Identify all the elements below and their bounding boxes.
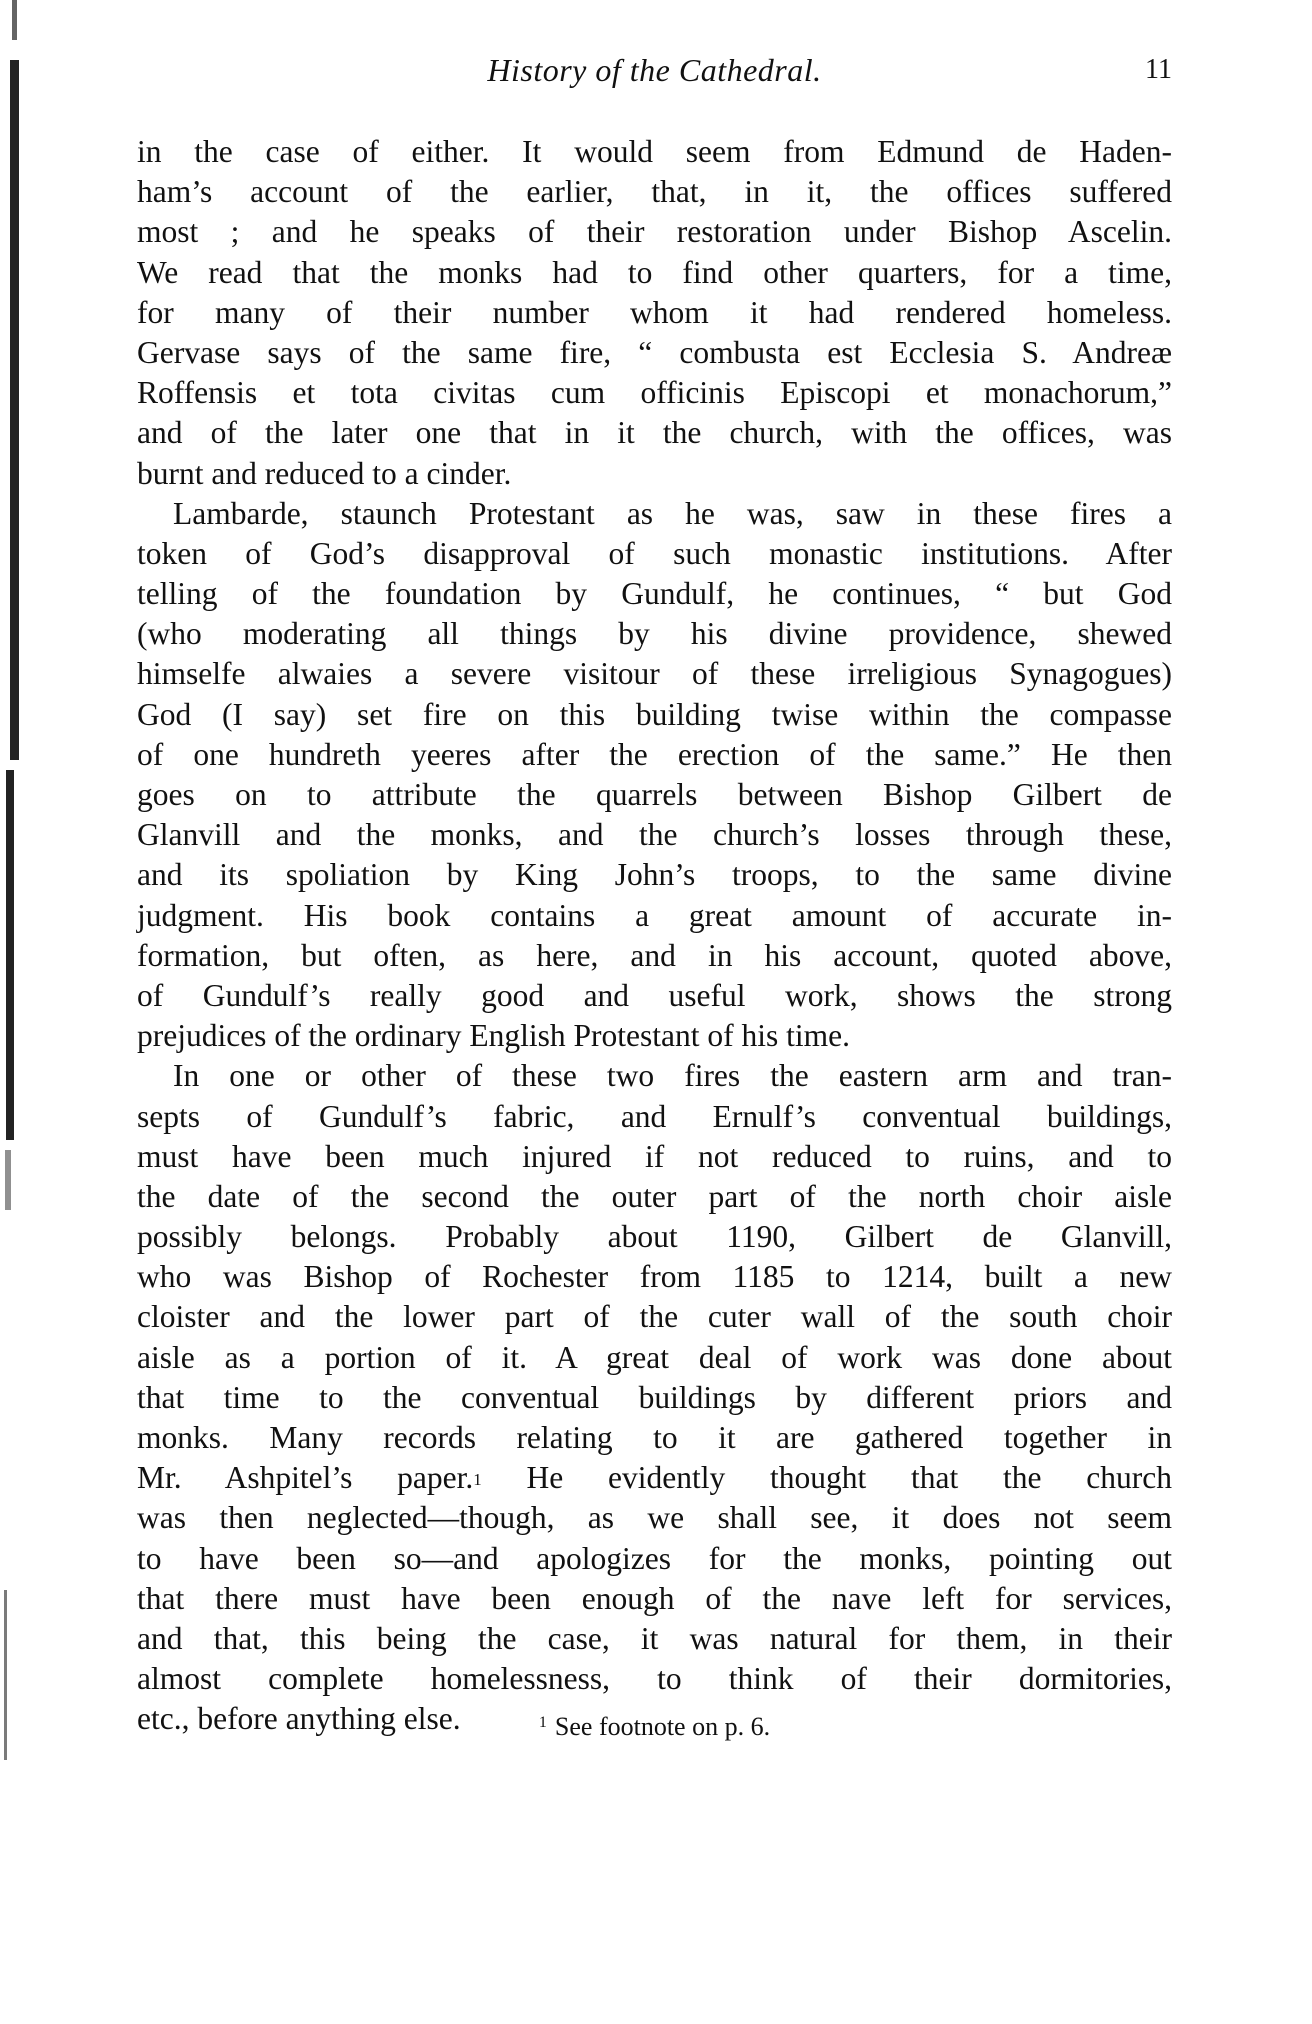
text-line: goes on to attribute the quarrels between Bishop Gilbert de: [137, 777, 1172, 812]
text-line: of Gundulf’s really good and useful work, shows the strong: [137, 977, 1172, 1013]
text-line: for many of their number whom it had rendered homeless.: [137, 294, 1172, 330]
text-line: Lambarde, staunch Protestant as he was, saw in these fires a: [173, 495, 1172, 531]
running-title: History of the Cathedral.: [487, 52, 822, 88]
text-line: to have been so—and apologizes for the monks, pointing out: [137, 1540, 1172, 1576]
scan-binding-shadow: [12, 0, 17, 40]
text-line: possibly belongs. Probably about 1190, Gilbert de Glanvill,: [137, 1219, 1172, 1255]
text-line: God (I say) set fire on this building twise within the compasse: [137, 696, 1172, 732]
paragraph: [137, 132, 1172, 494]
text-line: the date of the second the outer part of the north choir aisle: [137, 1178, 1172, 1214]
scan-binding-shadow: [5, 1150, 11, 1210]
text-line: Roffensis et tota civitas cum officinis Episcopi et monachorum,”: [137, 375, 1172, 411]
paragraph: [137, 1056, 1172, 1739]
text-line: etc., before anything else.: [137, 1701, 461, 1737]
text-line: must have been much injured if not reduced to ruins, and to: [137, 1138, 1172, 1174]
text-line: (who moderating all things by his divine providence, shewed: [137, 616, 1172, 652]
text-line: of one hundreth yeeres after the erection of the same.” He then: [137, 736, 1172, 772]
body-text: [137, 132, 1172, 1740]
text-line: ham’s account of the earlier, that, in it, the offices suffered: [137, 174, 1172, 210]
text-line: septs of Gundulf’s fabric, and Ernulf’s conventual buildings,: [137, 1098, 1172, 1134]
text-line: in the case of either. It would seem from Edmund de Haden-: [137, 134, 1172, 169]
text-line: In one or other of these two fires the eastern arm and tran-: [173, 1058, 1172, 1094]
text-line: that there must have been enough of the nave left for services,: [137, 1580, 1172, 1616]
text-line: Glanvill and the monks, and the church’s losses through these,: [137, 817, 1172, 853]
text-line: almost complete homelessness, to think of their dormitories,: [137, 1661, 1172, 1697]
text-line: most ; and he speaks of their restoration under Bishop Ascelin.: [137, 214, 1172, 250]
text-line: burnt and reduced to a cinder.: [137, 455, 512, 491]
text-line: and of the later one that in it the church, with the offices, was: [137, 415, 1172, 451]
text-line: prejudices of the ordinary English Protestant of his time.: [137, 1018, 850, 1054]
footnote-ref: 1: [473, 1470, 482, 1490]
page-number: 11: [1145, 54, 1172, 85]
text-line: Gervase says of the same fire, “ combusta est Ecclesia S. Andreæ: [137, 334, 1172, 370]
text-line: cloister and the lower part of the cuter wall of the south choir: [137, 1299, 1172, 1335]
paragraph: [137, 494, 1172, 1057]
text-line: was then neglected—though, as we shall see, it does not seem: [137, 1500, 1172, 1536]
text-line: himselfe alwaies a severe visitour of these irreligious Synagogues): [137, 656, 1172, 692]
scan-binding-shadow: [6, 770, 14, 1140]
text-line: telling of the foundation by Gundulf, he continues, “ but God: [137, 576, 1172, 612]
footnote-marker: 1: [538, 1714, 547, 1731]
text-line: token of God’s disapproval of such monastic institutions. After: [137, 535, 1172, 571]
page-header: [137, 52, 1172, 96]
text-line: judgment. His book contains a great amount of accurate in-: [137, 897, 1172, 933]
text-line: aisle as a portion of it. A great deal of work was done about: [137, 1339, 1172, 1375]
footnote: [137, 1712, 1172, 1742]
scan-binding-shadow: [10, 60, 19, 760]
text-line: and that, this being the case, it was natural for them, in their: [137, 1620, 1172, 1656]
text-line: We read that the monks had to find other quarters, for a time,: [137, 254, 1172, 290]
scan-binding-shadow: [4, 1590, 7, 1760]
text-line: monks. Many records relating to it are gathered together in: [137, 1420, 1172, 1455]
text-line: who was Bishop of Rochester from 1185 to 1214, built a new: [137, 1259, 1172, 1295]
text-line: formation, but often, as here, and in his account, quoted above,: [137, 937, 1172, 973]
text-line: that time to the conventual buildings by different priors and: [137, 1379, 1172, 1415]
text-line: Mr. Ashpitel’s paper.$^1$ He evidently thought that the church: [137, 1460, 1172, 1496]
footnote-text: See footnote on p. 6.: [554, 1712, 771, 1741]
text-line: and its spoliation by King John’s troops, to the same divine: [137, 857, 1172, 893]
